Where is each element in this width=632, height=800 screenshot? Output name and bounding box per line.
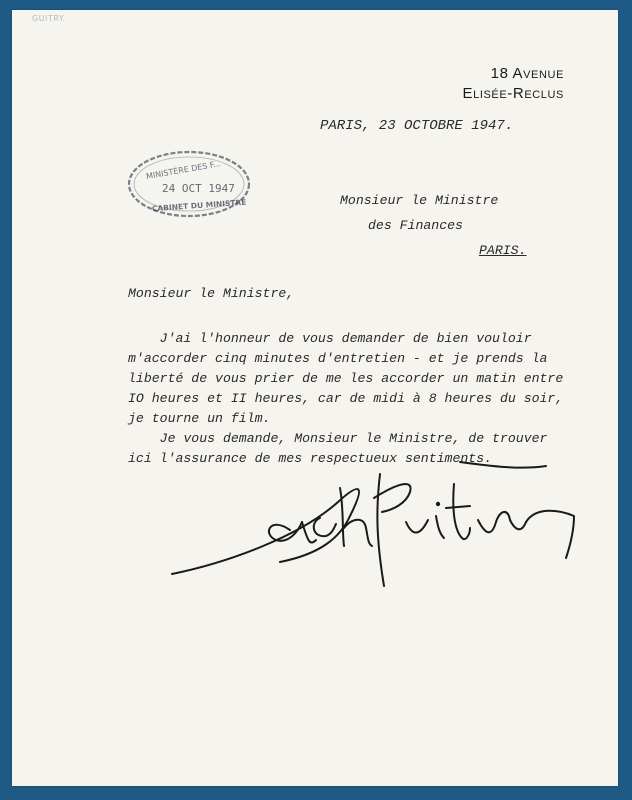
body-line: Je vous demande, Monsieur le Ministre, de trouver bbox=[128, 431, 548, 446]
handwritten-signature bbox=[170, 458, 580, 598]
body-line: IO heures et II heures, car de midi à 8 heures du soir, bbox=[128, 391, 564, 406]
letterhead-street-name: Elisée-Reclus bbox=[462, 85, 564, 102]
body-line: ici l'assurance de mes respectueux sentiments. bbox=[128, 451, 493, 466]
recipient-department: des Finances bbox=[368, 218, 463, 233]
archive-pencil-note: GUITRY. bbox=[32, 14, 66, 23]
letterhead-street: 18 Avenue bbox=[490, 65, 564, 82]
body-line: J'ai l'honneur de vous demander de bien vouloir bbox=[128, 331, 532, 346]
stamp-date: 24 OCT 1947 bbox=[162, 182, 235, 195]
stamp-cabinet-text: CABINET DU MINISTRE bbox=[151, 197, 247, 214]
letter-date: PARIS, 23 OCTOBRE 1947. bbox=[320, 118, 514, 134]
body-line: je tourne un film. bbox=[128, 411, 271, 426]
body-line: liberté de vous prier de me les accorder un matin entre bbox=[128, 371, 564, 386]
recipient-title: Monsieur le Ministre bbox=[340, 193, 499, 208]
recipient-city: PARIS. bbox=[479, 243, 527, 258]
salutation: Monsieur le Ministre, bbox=[128, 286, 295, 301]
stamp-ministry-text: MINISTÈRE DES F... bbox=[145, 159, 222, 182]
received-stamp bbox=[124, 146, 254, 222]
letterhead bbox=[463, 64, 565, 104]
letter-paper bbox=[12, 10, 618, 786]
body-line: m'accorder cinq minutes d'entretien - et je prends la bbox=[128, 351, 548, 366]
